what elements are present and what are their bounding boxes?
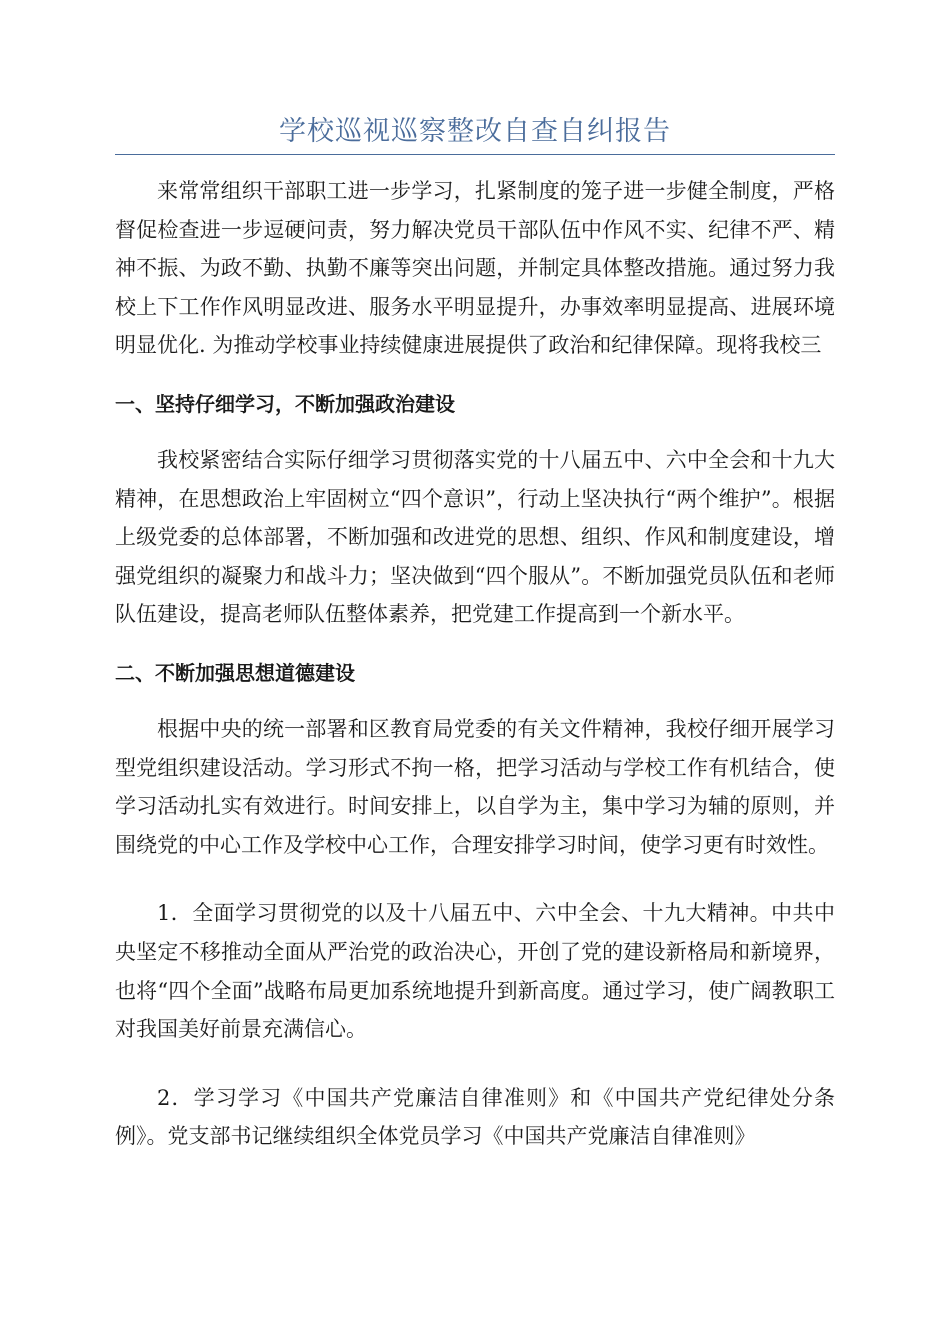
spacer	[115, 365, 835, 385]
intro-paragraph: 来常常组织干部职工进一步学习，扎紧制度的笼子进一步健全制度，严格督促检查进一步逗硬问责，努力解决党员干部队伍中作风不实、纪律不严、精神不振、为政不勤、执勤不廉等突出问题，并制定具体整改措施。通过努力我校上下工作作风明显改进、服务水平明显提升，办事效率明显提高、进展环境明显优化. 为推动学校事业持续健康进展提供了政治和纪律保障。现将我校三	[115, 179, 835, 358]
spacer	[115, 1049, 835, 1079]
document-title: 学校巡视巡察整改自查自纠报告	[279, 116, 671, 147]
section-heading-2: 二、不断加强思想道德建设	[115, 660, 355, 685]
list-item-2: 2．学习学习《中国共产党廉洁自律准则》和《中国共产党纪律处分条例》。党支部书记继续组织全体党员学习《中国共产党廉洁自律准则》	[115, 1085, 835, 1149]
spacer	[115, 634, 835, 654]
spacer	[115, 864, 835, 894]
section-body-2: 根据中央的统一部署和区教育局党委的有关文件精神，我校仔细开展学习型党组织建设活动。学习形式不拘一格，把学习活动与学校工作有机结合，使学习活动扎实有效进行。时间安排上，以自学为主，集中学习为辅的原则，并围绕党的中心工作及学校中心工作，合理安排学习时间，使学习更有时效性。	[115, 716, 835, 857]
section-body-1: 我校紧密结合实际仔细学习贯彻落实党的十八届五中、六中全会和十九大精神，在思想政治上牢固树立“四个意识”，行动上坚决执行“两个维护”。根据上级党委的总体部署，不断加强和改进党的思想、组织、作风和制度建设，增强党组织的凝聚力和战斗力；坚决做到“四个服从”。不断加强党员队伍和老师队伍建设，提高老师队伍整体素养，把党建工作提高到一个新水平。	[115, 447, 835, 627]
spacer	[115, 423, 835, 441]
title-underline	[115, 154, 835, 155]
spacer	[115, 692, 835, 710]
document-body	[115, 172, 835, 1156]
section-heading-1: 一、坚持仔细学习，不断加强政治建设	[115, 391, 455, 416]
list-item-1: 1．全面学习贯彻党的以及十八届五中、六中全会、十九大精神。中共中央坚定不移推动全面从严治党的政治决心，开创了党的建设新格局和新境界，也将“四个全面”战略布局更加系统地提升到新高度。通过学习，使广阔教职工对我国美好前景充满信心。	[115, 901, 835, 1042]
